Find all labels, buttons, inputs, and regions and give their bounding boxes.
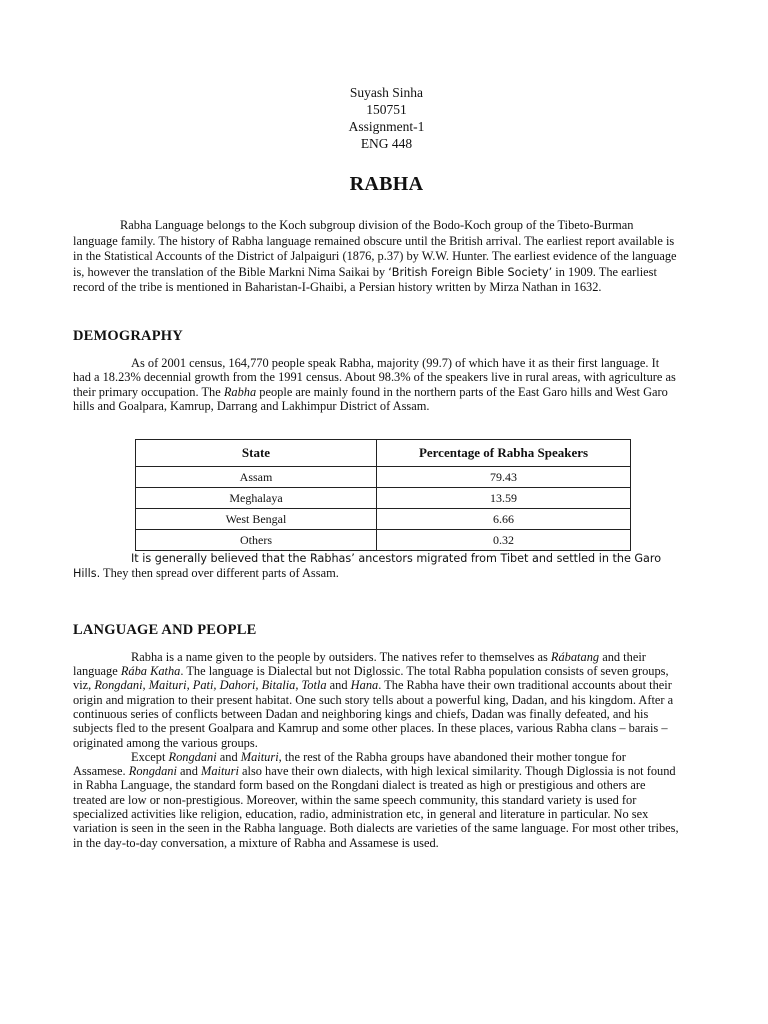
table-header-percentage: Percentage of Rabha Speakers xyxy=(377,440,631,467)
migration-paragraph xyxy=(73,551,680,582)
table-row xyxy=(136,530,631,551)
author-block xyxy=(93,84,680,152)
intro-paragraph xyxy=(73,218,680,296)
course-code: ENG 448 xyxy=(360,136,413,151)
language-text: , the rest of the Rabha groups have abandoned their mother tongue for Assamese. xyxy=(73,749,626,779)
table-cell-state: West Bengal xyxy=(136,509,377,530)
language-text: and xyxy=(176,764,202,779)
intro-society-name: ‘British Foreign Bible Society’ xyxy=(388,265,553,279)
table-header-state: State xyxy=(136,440,377,467)
language-text: . The language is Dialectal but not Diglossic. The total Rabha population consists of seven groups, viz, xyxy=(73,664,669,693)
language-text: and their language xyxy=(73,649,646,679)
intro-text-1: Rabha Language belongs to the Koch subgroup division of the Bodo-Koch group of the Tibeto-Burman language family. The history of Rabha language remained obscure until the British arrival. The earliest report available is in the Statistical Accounts of the District of Jalpaiguri (1876, p.37) by W.W. Hunter. The earliest evidence of the language is, however the translation of the Bible Markni Nima Saikai by xyxy=(73,218,677,279)
table-row xyxy=(136,509,631,530)
demography-paragraph xyxy=(73,356,680,413)
table-header-row xyxy=(136,440,631,467)
intro-text-2: in 1909. The earliest record of the tribe is mentioned in Baharistan-I-Ghaibi, a Persian history written by Mirza Nathan in 1632. xyxy=(73,264,657,295)
demography-heading: DEMOGRAPHY xyxy=(73,327,183,344)
language-text: Rabha is a name given to the people by outsiders. The natives refer to themselves as xyxy=(131,649,551,664)
demography-text-1: As of 2001 census, 164,770 people speak Rabha, majority (99.7) of which have it as their first language. It had a 18.23% decennial growth from the 1991 census. About 98.3% of the speakers live in rural areas, with agriculture as their primary occupation. The xyxy=(73,355,676,399)
table-row xyxy=(136,488,631,509)
language-text: . The Rabha have their own traditional accounts about their origin and migration to their present habitat. One such story tells about a powerful king, Dadan, and his kingdom. After a continuous series of conflicts between Dadan and neighboring kings and chiefs, Dadan was finally defeated, and his subjects fled to the present Goalpara and Kamrup and some other places. In these places, various Rabha clans – barais – originated among the various groups. xyxy=(73,678,674,750)
demography-text-2: people are mainly found in the northern parts of the East Garo hills and West Garo hills and Goalpara, Kamrup, Darrang and Lakhimpur District of Assam. xyxy=(73,384,668,413)
language-emphasis: Rongdani, Maituri, Pati, Dahori, Bitalia, Totla xyxy=(94,678,327,693)
language-text: and xyxy=(326,678,351,693)
language-emphasis: Maituri xyxy=(240,749,279,764)
table-cell-percentage: 79.43 xyxy=(377,467,631,488)
author-name: Suyash Sinha xyxy=(349,85,424,100)
demography-emphasis: Rabha xyxy=(223,384,257,399)
language-text: and xyxy=(216,749,241,764)
language-text: Except xyxy=(131,749,169,764)
table-cell-percentage: 6.66 xyxy=(377,509,631,530)
table-cell-state: Assam xyxy=(136,467,377,488)
migration-text-1: It is generally believed that the Rabhas’ ancestors migrated from Tibet and settled in the Garo Hills. xyxy=(73,552,662,581)
table-cell-state: Others xyxy=(136,530,377,551)
language-text: also have their own dialects, with high lexical similarity. Though Diglossia is not found in Rabha Language, the standard form based on the Rongdani dialect is treated as high or prestigious and others are treated are low or non-prestigious. Moreover, within the same speech community, this standard variety is used for specialized activities like religion, education, radio, administration etc, in general and literature in particular. No sex variation is seen in the seen in the Rabha language. Both dialects are varieties of the same language. For most other tribes, in the day-to-day conversation, a mixture of Rabha and Assamese is used. xyxy=(73,764,679,850)
language-paragraph-1 xyxy=(73,650,680,750)
table-cell-state: Meghalaya xyxy=(136,488,377,509)
language-emphasis: Rongdani xyxy=(128,764,177,779)
language-emphasis: Rábatang xyxy=(550,649,600,664)
table-cell-percentage: 0.32 xyxy=(377,530,631,551)
roll-number: 150751 xyxy=(366,102,407,117)
table-row xyxy=(136,467,631,488)
table-cell-percentage: 13.59 xyxy=(377,488,631,509)
document-title: RABHA xyxy=(349,173,424,195)
assignment-label: Assignment-1 xyxy=(348,119,425,134)
migration-text-2: They then spread over different parts of Assam. xyxy=(100,566,339,581)
language-emphasis: Rongdani xyxy=(168,749,217,764)
language-emphasis: Rába Katha xyxy=(120,664,181,679)
language-heading: LANGUAGE AND PEOPLE xyxy=(73,621,257,638)
language-emphasis: Maituri xyxy=(201,764,239,779)
language-paragraph-2 xyxy=(73,750,680,850)
speakers-table xyxy=(135,439,631,551)
language-emphasis: Hana xyxy=(350,678,379,693)
